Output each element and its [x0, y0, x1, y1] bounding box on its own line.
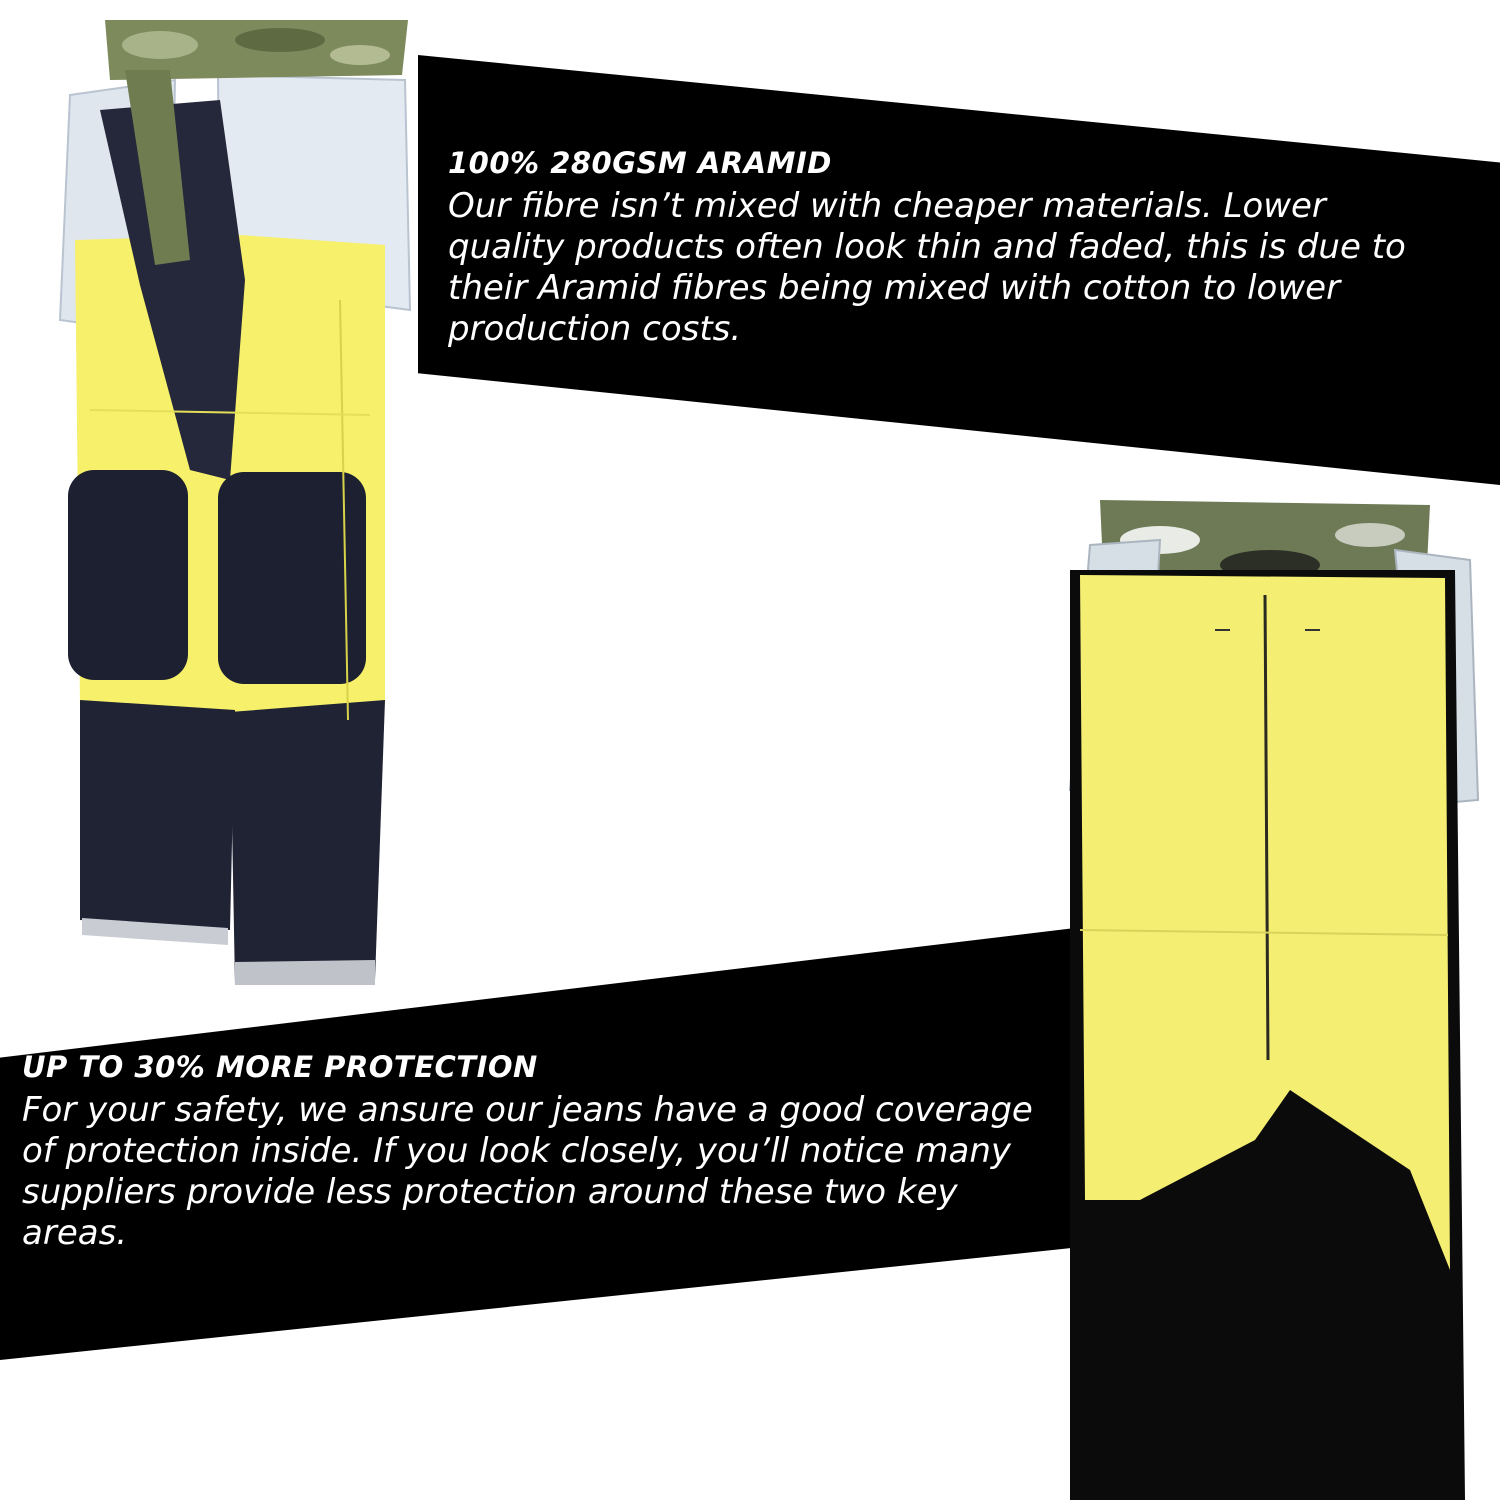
feature-body: For your safety, we ansure our jeans have a good coverage of protection inside. If you look closely, you’ll notice many suppliers provide less protection around these two key areas.: [22, 1090, 1033, 1253]
inside-out-jeans-back-photo: [1050, 500, 1490, 1500]
feature-heading: 100% 280GSM ARAMID: [448, 146, 832, 180]
feature-body: Our fibre isn’t mixed with cheaper materials. Lower quality products often look thin and faded, this is due to their Aramid fibres being mixed with cotton to lower production costs.: [448, 186, 1406, 349]
feature-heading: UP TO 30% MORE PROTECTION: [22, 1050, 538, 1084]
feature-protection: [22, 1050, 1072, 1254]
feature-aramid: [448, 146, 1448, 350]
inside-out-jeans-front-photo: [30, 0, 430, 990]
